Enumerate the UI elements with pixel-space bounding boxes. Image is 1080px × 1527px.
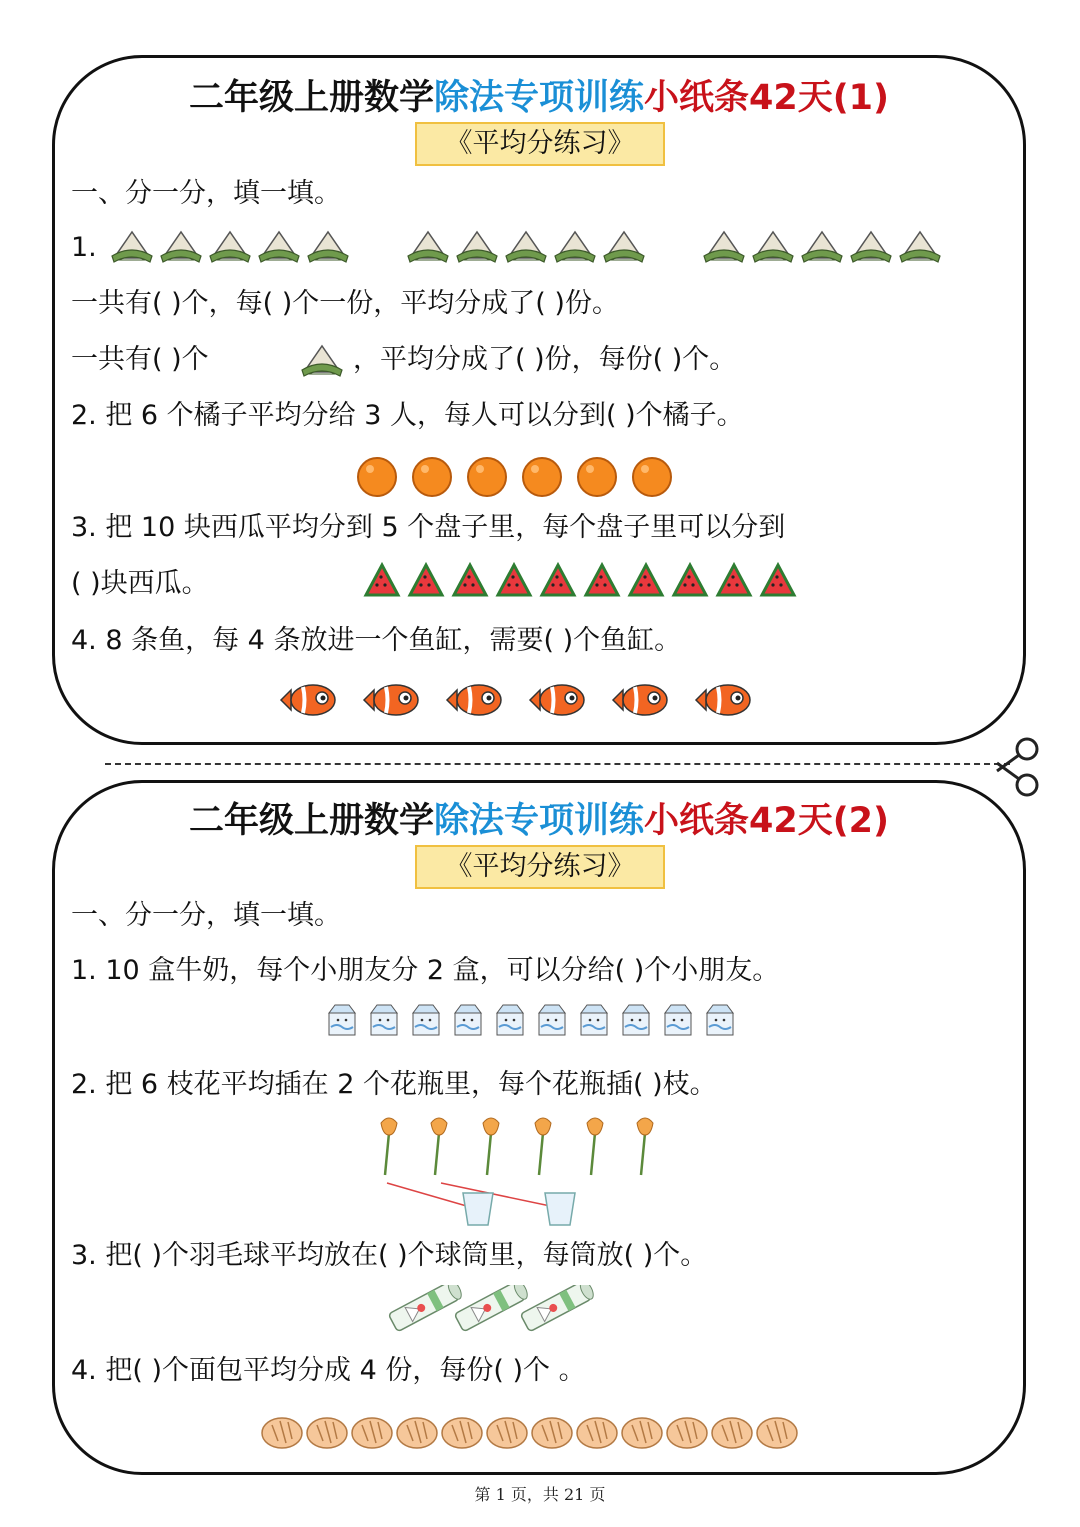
fish-icon (609, 680, 669, 720)
milk-carton-icon (701, 1001, 739, 1039)
bread-row (260, 1413, 800, 1453)
fish-icon (443, 680, 503, 720)
zongzi-icon (800, 226, 844, 266)
question-3-line-2: ( )块西瓜。 (71, 568, 209, 599)
watermelon-icon (363, 561, 401, 599)
fish-icon (277, 680, 337, 720)
zongzi-icon (406, 226, 450, 266)
bread-icon (485, 1413, 529, 1453)
bread-icon (665, 1413, 709, 1453)
flower-icon (535, 1118, 551, 1175)
card-title (55, 76, 1023, 120)
orange-icon (465, 455, 509, 499)
page-footer: 第 1 页，共 21 页 (474, 1485, 606, 1504)
zongzi-icon (751, 226, 795, 266)
question-3-line-1: 3. 把 10 块西瓜平均分到 5 个盘子里，每个盘子里可以分到 (71, 512, 786, 543)
card-title (55, 799, 1023, 843)
flower-icon (483, 1118, 499, 1175)
watermelon-icon (583, 561, 621, 599)
title-topic: 除法专项训练 (433, 78, 644, 118)
milk-carton-icon (491, 1001, 529, 1039)
zongzi-icon (300, 340, 344, 380)
watermelon-icon (759, 561, 797, 599)
watermelon-icon (627, 561, 665, 599)
zongzi-icon (602, 226, 646, 266)
orange-icon (520, 455, 564, 499)
orange-icon (355, 455, 399, 499)
bread-icon (305, 1413, 349, 1453)
zongzi-icon (849, 226, 893, 266)
milk-carton-icon (533, 1001, 571, 1039)
watermelon-row (363, 561, 803, 599)
orange-icon (410, 455, 454, 499)
flowers-and-vases (375, 1113, 675, 1228)
zongzi-icon (110, 226, 154, 266)
watermelon-icon (715, 561, 753, 599)
subtitle-badge: 《平均分练习》 (415, 122, 665, 166)
bread-icon (530, 1413, 574, 1453)
section-heading: 一、分一分，填一填。 (71, 178, 341, 209)
section-heading: 一、分一分，填一填。 (71, 900, 341, 931)
zongzi-icon (208, 226, 252, 266)
bread-icon (440, 1413, 484, 1453)
watermelon-icon (451, 561, 489, 599)
flower-icon (381, 1118, 397, 1175)
shuttlecock-tube-icon (517, 1285, 595, 1333)
question-1-line-2b: ，平均分成了( )份，每份( )个。 (353, 344, 737, 375)
milk-carton-icon (449, 1001, 487, 1039)
milk-carton-icon (659, 1001, 697, 1039)
question-1-line-1: 一共有( )个，每( )个一份，平均分成了( )份。 (71, 288, 619, 319)
title-topic: 除法专项训练 (433, 801, 644, 841)
title-grade: 二年级上册数学 (188, 78, 434, 118)
milk-carton-icon (617, 1001, 655, 1039)
milk-carton-icon (407, 1001, 445, 1039)
fish-icon (360, 680, 420, 720)
watermelon-icon (495, 561, 533, 599)
zongzi-icon (455, 226, 499, 266)
vase-icon (545, 1193, 575, 1225)
milk-carton-icon (365, 1001, 403, 1039)
zongzi-groups (110, 226, 947, 266)
question-2: 2. 把 6 枝花平均插在 2 个花瓶里，每个花瓶插( )枝。 (71, 1069, 717, 1100)
title-day: 小纸条42天(1) (643, 78, 890, 118)
zongzi-icon (898, 226, 942, 266)
bread-icon (755, 1413, 799, 1453)
zongzi-icon (553, 226, 597, 266)
milk-carton-row (323, 1001, 743, 1039)
zongzi-icon (702, 226, 746, 266)
fish-icon (526, 680, 586, 720)
orange-icon (630, 455, 674, 499)
zongzi-icon (306, 226, 350, 266)
zongzi-inline (300, 340, 344, 380)
title-day: 小纸条42天(2) (643, 801, 890, 841)
question-1-line-2a: 一共有( )个 (71, 344, 209, 375)
bread-icon (620, 1413, 664, 1453)
exercise-card-1 (52, 55, 1026, 745)
question-3: 3. 把( )个羽毛球平均放在( )个球筒里，每筒放( )个。 (71, 1240, 708, 1271)
question-4: 4. 8 条鱼，每 4 条放进一个鱼缸，需要( )个鱼缸。 (71, 625, 682, 656)
flower-icon (431, 1118, 447, 1175)
shuttlecock-tube-row (385, 1285, 583, 1333)
watermelon-icon (671, 561, 709, 599)
subtitle-badge: 《平均分练习》 (415, 845, 665, 889)
zongzi-icon (257, 226, 301, 266)
zongzi-icon (159, 226, 203, 266)
watermelon-icon (407, 561, 445, 599)
bread-icon (395, 1413, 439, 1453)
scissors-icon (995, 735, 1040, 800)
flower-icon (587, 1118, 603, 1175)
fish-row (277, 680, 775, 720)
flower-icon (637, 1118, 653, 1175)
fish-icon (692, 680, 752, 720)
vase-icon (463, 1193, 493, 1225)
exercise-card-2 (52, 780, 1026, 1475)
question-4: 4. 把( )个面包平均分成 4 份，每份( )个 。 (71, 1355, 586, 1386)
watermelon-icon (539, 561, 577, 599)
bread-icon (710, 1413, 754, 1453)
zongzi-icon (504, 226, 548, 266)
question-2: 2. 把 6 个橘子平均分给 3 人，每人可以分到( )个橘子。 (71, 400, 744, 431)
bread-icon (350, 1413, 394, 1453)
bread-icon (260, 1413, 304, 1453)
title-grade: 二年级上册数学 (188, 801, 434, 841)
cut-line (105, 763, 1010, 765)
orange-icon (575, 455, 619, 499)
milk-carton-icon (323, 1001, 361, 1039)
orange-row (355, 455, 685, 499)
question-1-number: 1. (71, 232, 97, 263)
milk-carton-icon (575, 1001, 613, 1039)
bread-icon (575, 1413, 619, 1453)
question-1: 1. 10 盒牛奶，每个小朋友分 2 盒，可以分给( )个小朋友。 (71, 955, 780, 986)
